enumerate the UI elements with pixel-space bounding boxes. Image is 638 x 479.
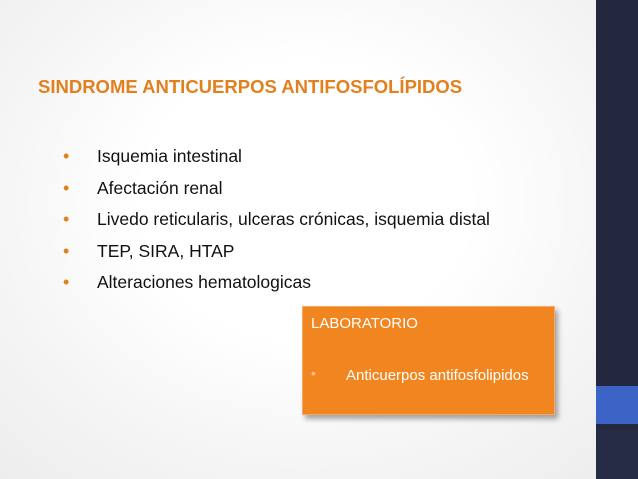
list-item-text: Isquemia intestinal [97,146,242,166]
slide-title: SINDROME ANTICUERPOS ANTIFOSFOLÍPIDOS [38,76,463,97]
callout-title: LABORATORIO [311,315,418,332]
bullet-icon: • [63,146,70,166]
bullet-icon: • [63,209,70,230]
laboratorio-callout-box [302,306,555,415]
list-item-text: Livedo reticularis, ulceras crónicas, isquemia distal [97,209,490,230]
list-item-text: Alteraciones hematologicas [97,272,312,293]
bullet-icon: • [63,240,70,261]
bullet-icon: • [63,177,70,198]
decorative-dark-square [596,430,638,479]
decorative-blue-square [596,386,638,424]
callout-bullet-icon: • [311,365,316,381]
bullet-icon: • [63,272,70,293]
list-item-text: Afectación renal [97,177,223,198]
list-item-text: TEP, SIRA, HTAP [97,240,235,261]
callout-item-text: Anticuerpos antifosfolipidos [346,367,529,384]
